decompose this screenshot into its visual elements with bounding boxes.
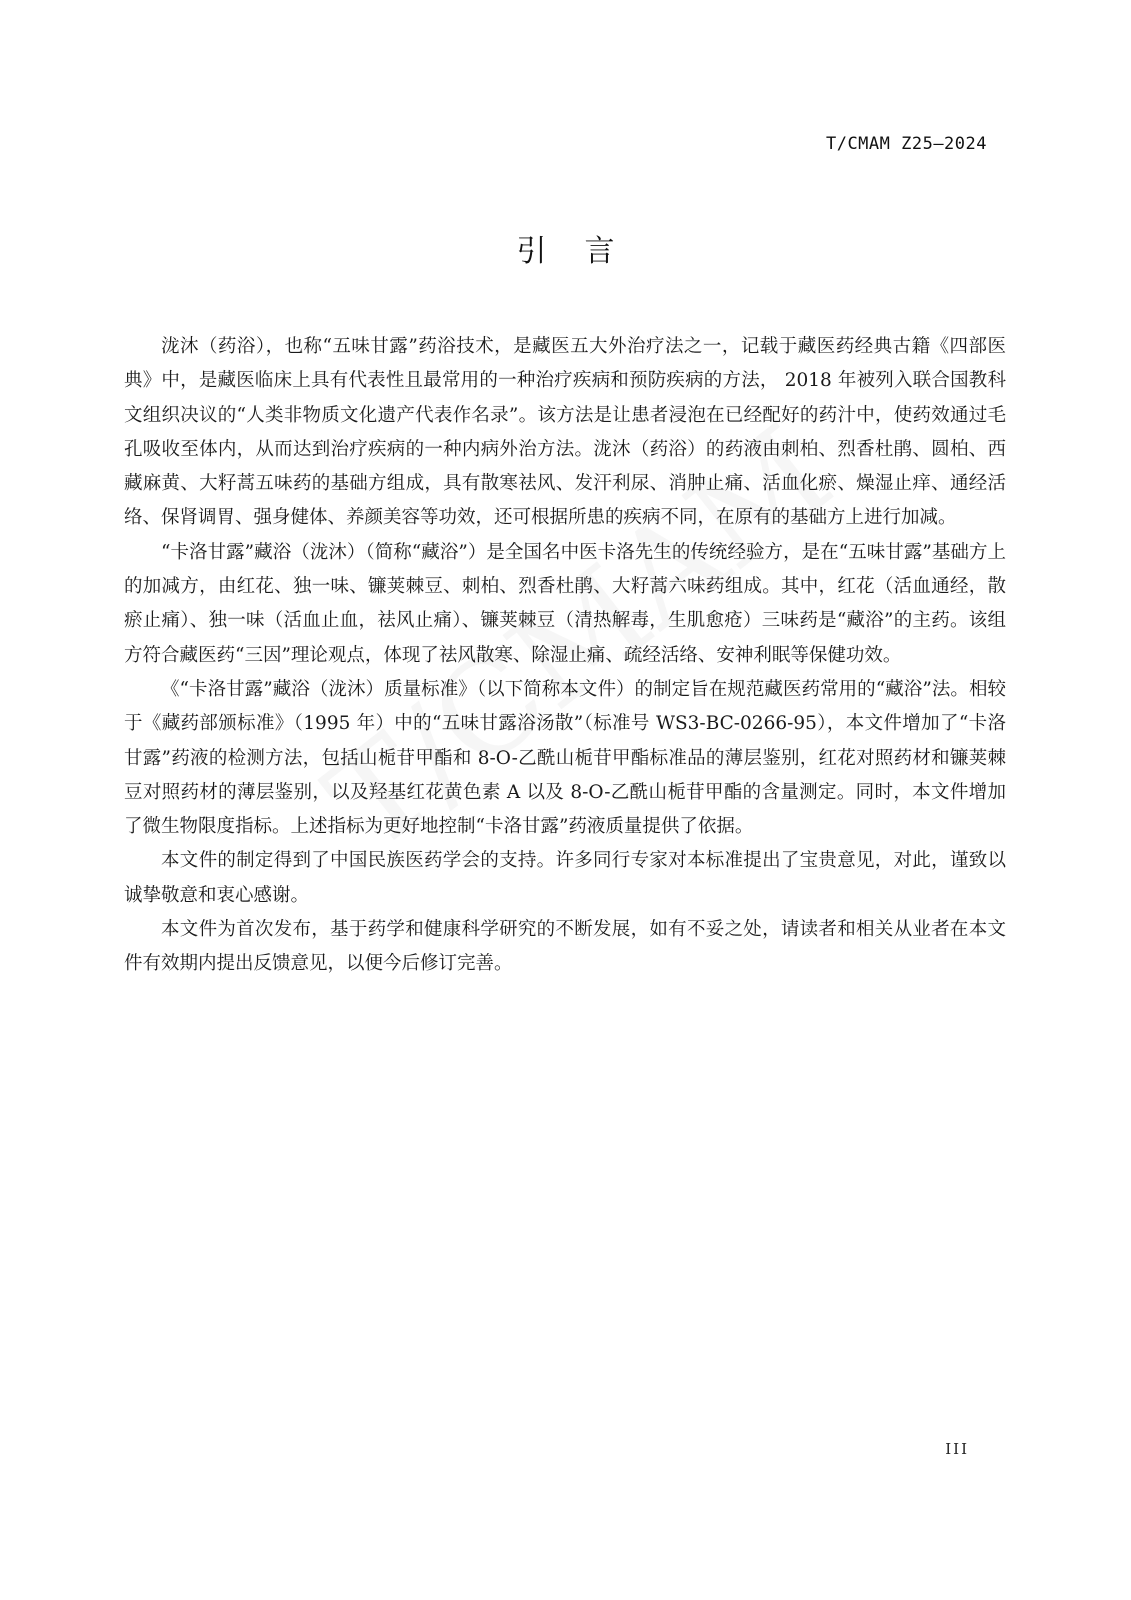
paragraph-5: 本文件为首次发布，基于药学和健康科学研究的不断发展，如有不妥之处，请读者和相关从业者在本文件有效期内提出反馈意见，以便今后修订完善。 xyxy=(124,919,1006,975)
paragraph-2: “卡洛甘露”藏浴（泷沐）（简称“藏浴”）是全国名中医卡洛先生的传统经验方，是在“五味甘露”基础方上的加减方，由红花、独一味、镰荚棘豆、刺柏、烈香杜鹃、大籽蒿六味药组成。其中，红花（活血通经，散瘀止痛）、独一味（活血止血，祛风止痛）、镰荚棘豆（清热解毒，生肌愈疮）三味药是“藏浴”的主药。该组方符合藏医药“三因”理论观点，体现了祛风散寒、除湿止痛、疏经活络、安神利眠等保健功效。 xyxy=(124,541,1006,666)
page-title: 引言 xyxy=(516,234,653,269)
standard-code: T/CMAM Z25—2024 xyxy=(825,134,987,154)
paragraph-4: 本文件的制定得到了中国民族医药学会的支持。许多同行专家对本标准提出了宝贵意见，对此，谨致以诚挚敬意和衷心感谢。 xyxy=(124,850,1006,906)
body-text xyxy=(124,330,1006,982)
paragraph-3: 《“卡洛甘露”藏浴（泷沐）质量标准》（以下简称本文件）的制定旨在规范藏医药常用的“藏浴”法。相较于《藏药部颁标准》（1995 年）中的“五味甘露浴汤散”（标准号 WS3-BC-0266-95），本文件增加了“卡洛甘露”药液的检测方法，包括山栀苷甲酯和 8-O-乙酰山栀苷甲酯标准品的薄层鉴别，红花对照药材和镰荚棘豆对照药材的薄层鉴别，以及羟基红花黄色素 A 以及 8-O-乙酰山栀苷甲酯的含量测定。同时，本文件增加了微生物限度指标。上述指标为更好地控制“卡洛甘露”药液质量提供了依据。 xyxy=(124,678,1006,838)
paragraph-1: 泷沐（药浴），也称“五味甘露”药浴技术，是藏医五大外治疗法之一，记载于藏医药经典古籍《四部医典》中，是藏医临床上具有代表性且最常用的一种治疗疾病和预防疾病的方法， 2018 年被列入联合国教科文组织决议的“人类非物质文化遗产代表作名录”。该方法是让患者浸泡在已经配好的药汁中，使药效通过毛孔吸收至体内，从而达到治疗疾病的一种内病外治方法。泷沐（药浴）的药液由刺柏、烈香杜鹃、圆柏、西藏麻黄、大籽蒿五味药的基础方组成，具有散寒祛风、发汗利尿、消肿止痛、活血化瘀、燥湿止痒、通经活络、保肾调胃、强身健体、养颜美容等功效，还可根据所患的疾病不同，在原有的基础方上进行加减。 xyxy=(124,336,1006,529)
page-number: III xyxy=(945,1440,969,1458)
